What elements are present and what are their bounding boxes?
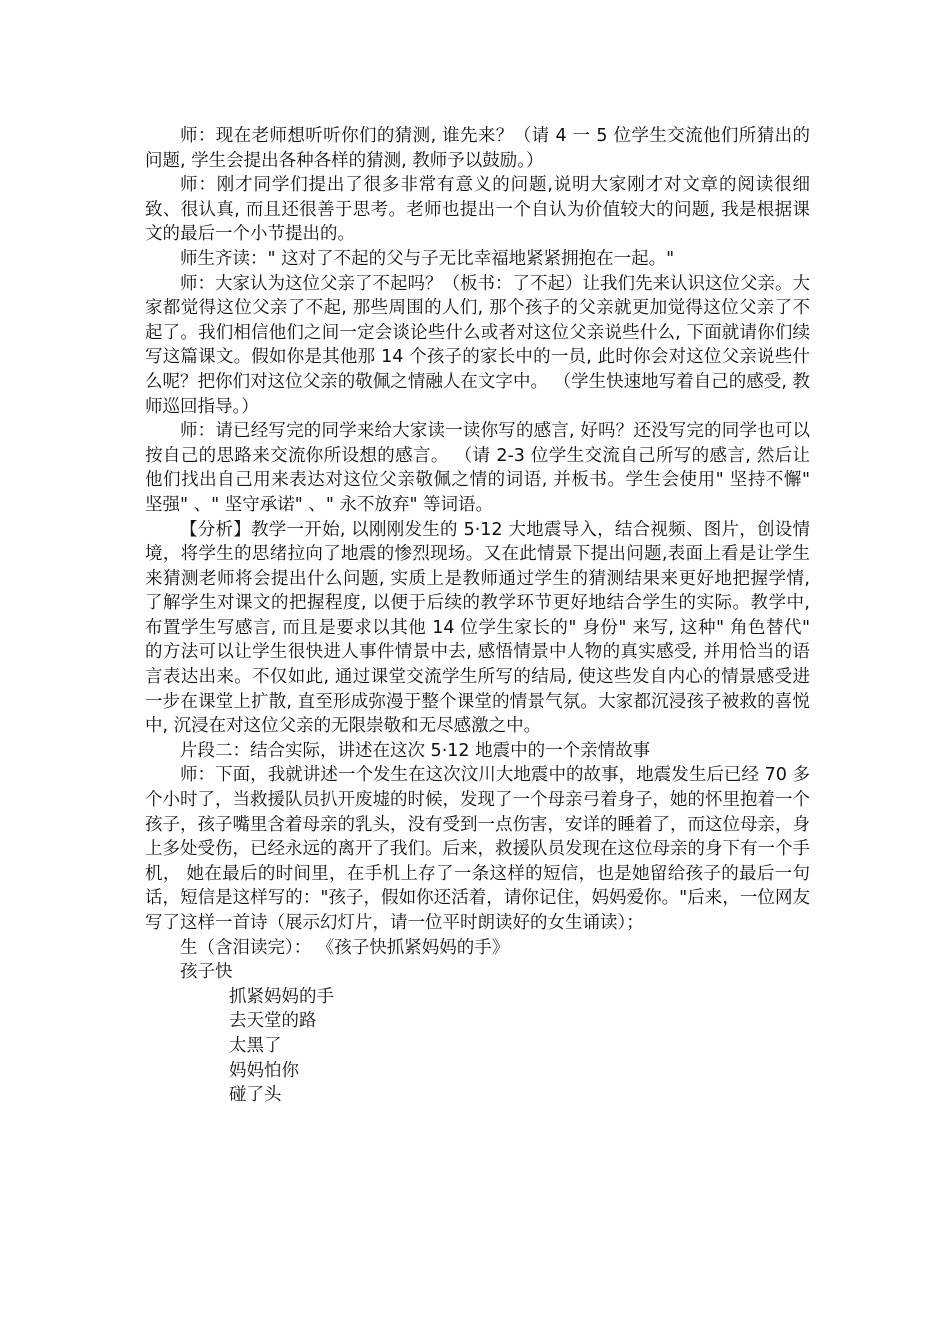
poem-line: 去天堂的路 <box>229 1011 317 1032</box>
document-page <box>145 124 810 1108</box>
paragraph-student-reading: 生（含泪读完）： 《孩子快抓紧妈妈的手》 <box>180 937 510 958</box>
paragraph-read-together: 师生齐读：" 这对了不起的父与子无比幸福地紧紧拥抱在一起。" <box>180 248 675 269</box>
paragraph-teacher-father: 师：大家认为这位父亲了不起吗？（板书：了不起）让我们先来认识这位父亲。大家都觉得这位父亲了不起, 那些周围的人们, 那个孩子的父亲就更加觉得这位父亲了不起了。我们相信他们之间一定会谈论些什么或者对这位父亲说些什么, 下面就请你们续写这篇课文。假如你是其他那 14 个孩子的家长中的一员, 此时你会对这位父亲说些什么呢？把你们对这位父亲的敬佩之情融人在文字中。 （学生快速地写着自己的感受, 教师巡回指导。） <box>145 273 810 417</box>
paragraph-analysis: 【分析】教学一开始, 以刚刚发生的 5·12 大地震导入，结合视频、图片，创设情境，将学生的思绪拉向了地震的惨烈现场。又在此情景下提出问题,表面上看是让学生来猜测老师将会提出什么问题, 实质上是教师通过学生的猜测结果来更好地把握学情, 了解学生对课文的把握程度, 以便于后续的教学环节更好地结合学生的实际。教学中, 布置学生写感言, 而且是要求以其他 14 位学生家长的" 身份" 来写, 这种" 角色替代" 的方法可以让学生很快进人事件情景中去, 感悟情景中人物的真实感受, 并用恰当的语言表达出来。不仅如此, 通过课堂交流学生所写的结局, 使这些发自内心的情景感受进一步在课堂上扩散, 直至形成弥漫于整个课堂的情景气氛。大家都沉浸孩子被救的喜悦中, 沉浸在对这位父亲的无限崇敬和无尽感激之中。 <box>145 519 810 737</box>
poem-line: 妈妈怕你 <box>229 1060 299 1081</box>
section-heading-fragment-two: 片段二：结合实际，讲述在这次 5·12 地震中的一个亲情故事 <box>180 740 651 761</box>
poem-line: 碰了头 <box>229 1085 282 1106</box>
paragraph-teacher-share: 师：请已经写完的同学来给大家读一读你写的感言, 好吗？还没写完的同学也可以按自己的思路来交流你所设想的感言。 （请 2-3 位学生交流自己所写的感言, 然后让他们找出自己用来表达对这位父亲敬佩之情的词语, 并板书。学生会使用" 坚持不懈" 坚强" 、" 坚守承诺" 、" 永不放弃" 等词语。 <box>145 421 810 515</box>
poem-first-line: 孩子快 <box>180 962 233 983</box>
paragraph-teacher-story: 师：下面，我就讲述一个发生在这次汶川大地震中的故事，地震发生后已经 70 多个小时了，当救援队员扒开废墟的时候，发现了一个母亲弓着身子，她的怀里抱着一个孩子，孩子嘴里含着母亲的乳头，没有受到一点伤害，安详的睡着了，而这位母亲，身上多处受伤，已经永远的离开了我们。后来，救援队员发现在这位母亲的身下有一个手机， 她在最后的时间里，在手机上存了一条这样的短信，也是她留给孩子的最后一句话，短信是这样写的："孩子，假如你还活着，请你记住，妈妈爱你。"后来，一位网友写了这样一首诗（展示幻灯片，请一位平时朗读好的女生诵读）； <box>145 765 810 933</box>
paragraph-teacher-question: 师：刚才同学们提出了很多非常有意义的问题,说明大家刚才对文章的阅读很细致、很认真, 而且还很善于思考。老师也提出一个自认为价值较大的问题, 我是根据课文的最后一个小节提出的。 <box>145 175 810 245</box>
poem-line: 抓紧妈妈的手 <box>229 986 334 1007</box>
poem-line: 太黑了 <box>229 1035 282 1056</box>
paragraph-teacher-guess: 师：现在老师想听听你们的猜测, 谁先来？（请 4 一 5 位学生交流他们所猜出的问题, 学生会提出各种各样的猜测, 教师予以鼓励。） <box>145 126 810 171</box>
